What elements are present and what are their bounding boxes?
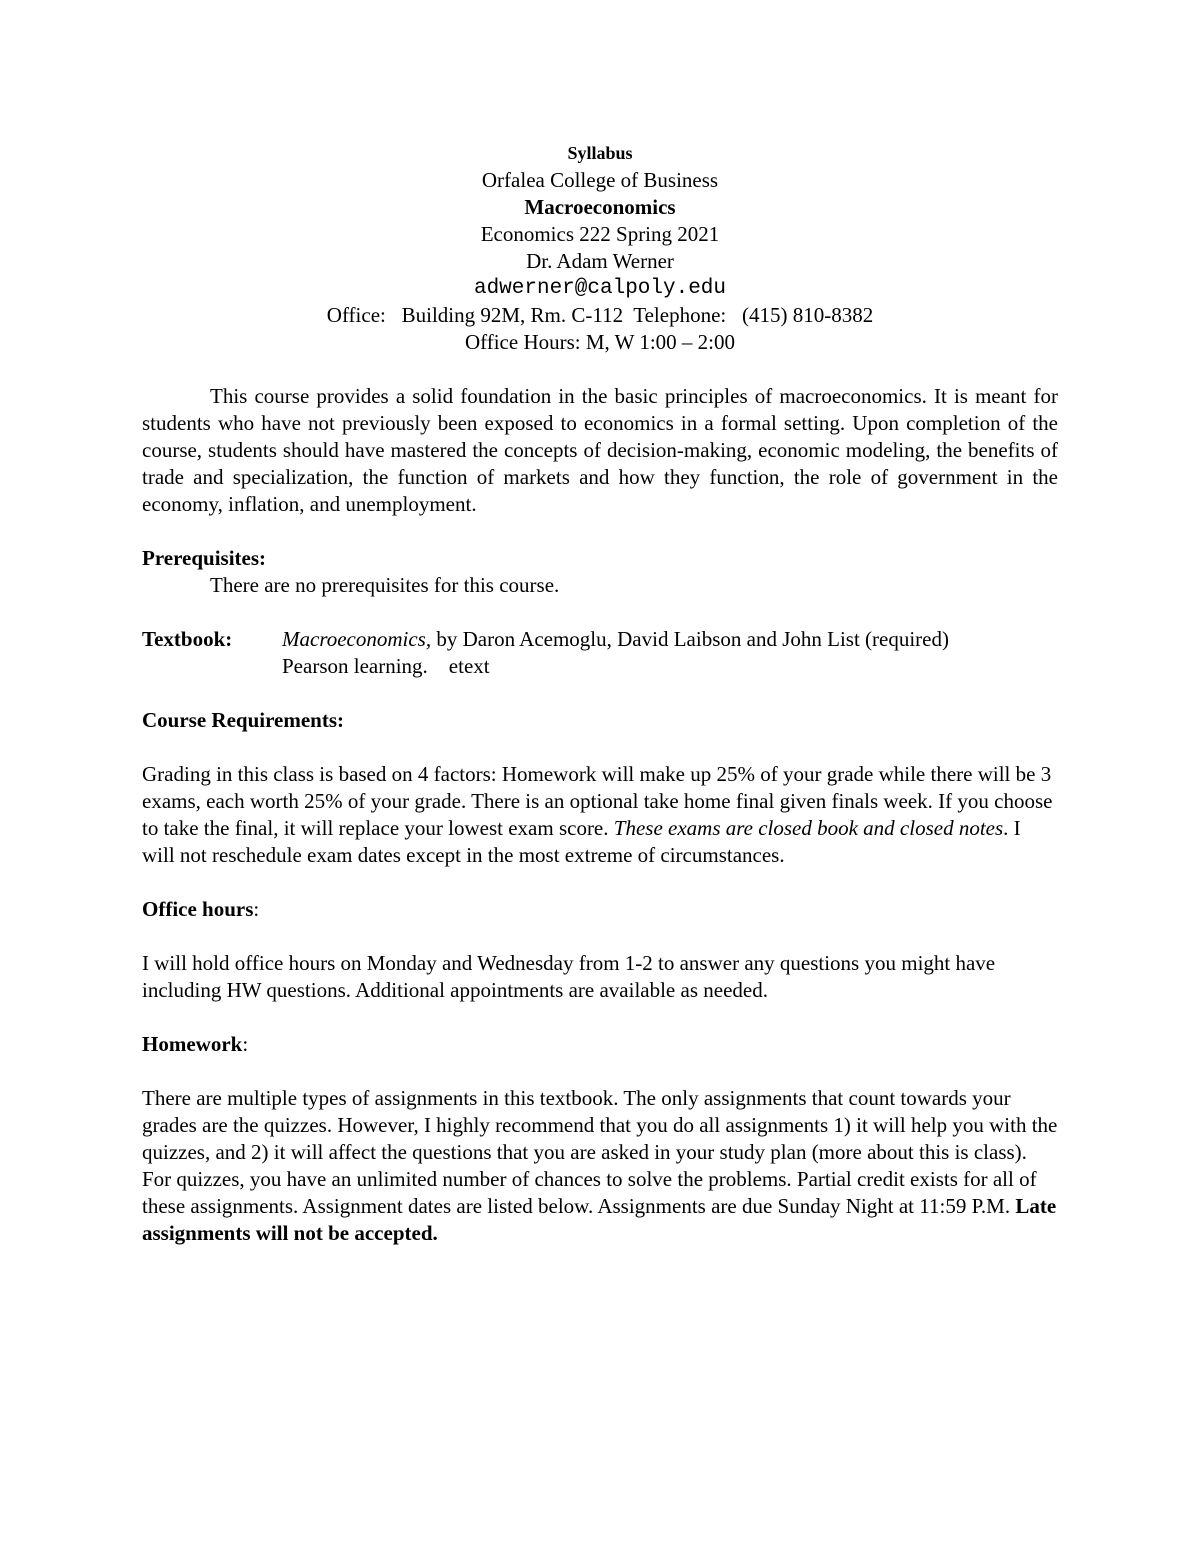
instructor-name: Dr. Adam Werner xyxy=(526,249,674,273)
course-description: This course provides a solid foundation in the basic principles of macroeconomics. It is meant for students who have not previously been exposed to economics in a formal setting. Upon completion of the course, students should have mastered the concepts of decision-making, economic modeling, the benefits of trade and specialization, the function of markets and how they function, the role of government in the economy, inflation, and unemployment. xyxy=(142,384,1058,516)
homework-text: There are multiple types of assignments in this textbook. The only assignments that count towards your grades are the quizzes. However, I highly recommend that you do all assignments 1) it will help you with the quizzes, and 2) it will affect the questions that you are asked in your study plan (more about this is class). For quizzes, you have an unlimited number of chances to solve the problems. Partial credit exists for all of these assignments. Assignment dates are listed below. Assignments are due Sunday Night at 11:59 P.M. Late assignments will not be accepted. xyxy=(142,1086,1058,1245)
textbook-publisher: Pearson learning. etext xyxy=(282,654,490,678)
syllabus-header xyxy=(142,140,1058,356)
course-term: Economics 222 Spring 2021 xyxy=(480,222,720,246)
syllabus-page xyxy=(142,140,1058,1247)
homework-heading: Homework: xyxy=(142,1032,249,1056)
requirements-heading: Course Requirements: xyxy=(142,708,345,732)
exam-policy-italic: These exams are closed book and closed notes xyxy=(613,816,1004,840)
textbook-section xyxy=(142,626,1058,680)
office-hours-heading: Office hours: xyxy=(142,897,260,921)
prerequisites-text: There are no prerequisites for this course. xyxy=(210,573,560,597)
course-name: Macroeconomics xyxy=(524,195,676,219)
textbook-details xyxy=(282,626,1058,680)
late-policy: Late assignments will not be accepted. xyxy=(142,1194,1057,1245)
requirements-text: Grading in this class is based on 4 factors: Homework will make up 25% of your grade while there will be 3 exams, each worth 25% of your grade. There is an optional take home final given finals week. If you choose to take the final, it will replace your lowest exam score. These exams are closed book and closed notes. I will not reschedule exam dates except in the most extreme of circumstances. xyxy=(142,762,1053,867)
college-name: Orfalea College of Business xyxy=(481,168,719,192)
office-info: Office: Building 92M, Rm. C-112 Telephone: (415) 810-8382 xyxy=(326,303,874,327)
office-hours-summary: Office Hours: M, W 1:00 – 2:00 xyxy=(464,330,736,354)
prerequisites-heading: Prerequisites: xyxy=(142,546,267,570)
page-title: Syllabus xyxy=(567,143,633,163)
textbook-title: Macroeconomics, xyxy=(282,627,432,651)
textbook-authors: by Daron Acemoglu, David Laibson and John List (required) xyxy=(431,627,949,651)
instructor-email[interactable]: adwerner@calpoly.edu xyxy=(473,277,727,300)
office-hours-text: I will hold office hours on Monday and Wednesday from 1-2 to answer any questions you might have including HW questions. Additional appointments are available as needed. xyxy=(142,951,996,1002)
textbook-label: Textbook: xyxy=(142,627,233,651)
